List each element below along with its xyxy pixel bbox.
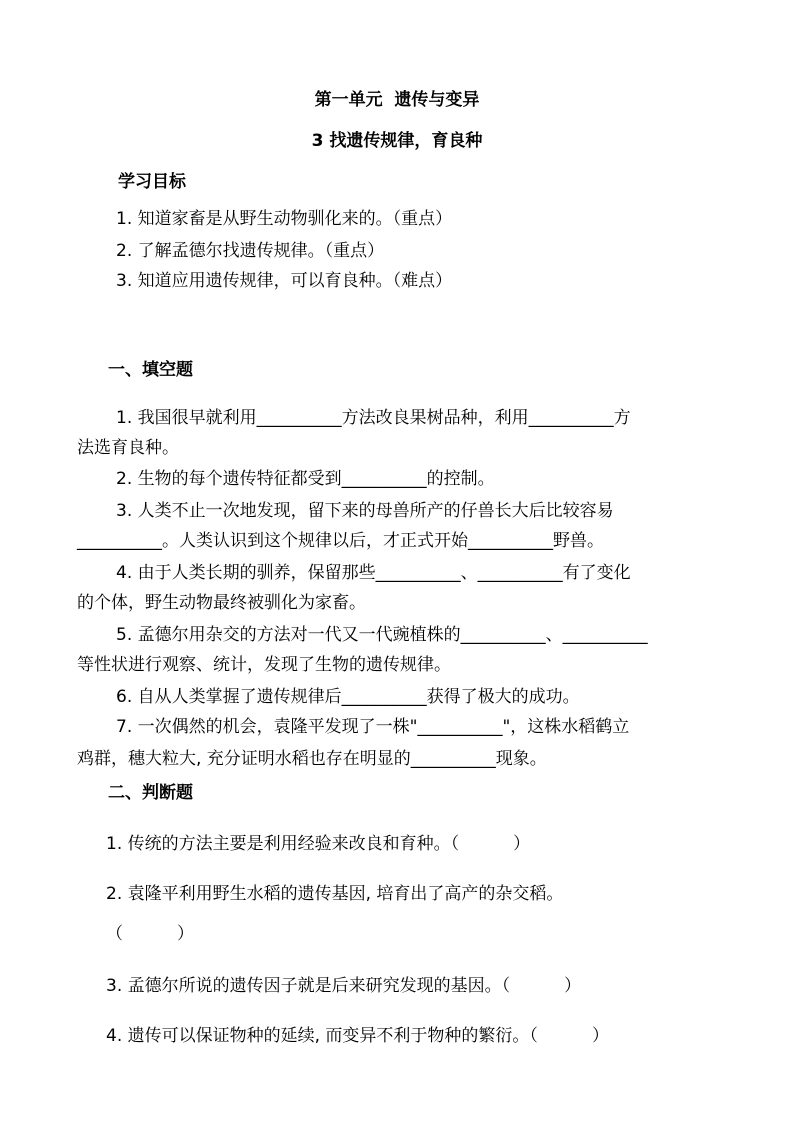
fill-blank-line: __________。人类认识到这个规律以后，才正式开始__________野兽。 bbox=[77, 531, 604, 551]
true-false-line: 4. 遗传可以保证物种的延续, 而变异不利于物种的繁衍。（ ） bbox=[106, 1026, 609, 1046]
lesson-title: 3 找遗传规律，育良种 bbox=[311, 131, 483, 151]
fill-blank-line: 1. 我国很早就利用__________方法改良果树品种，利用__________方 bbox=[116, 408, 631, 428]
true-false-line: 2. 袁隆平利用野生水稻的遗传基因, 培育出了高产的杂交稻。 bbox=[106, 884, 564, 904]
objective-item: 3. 知道应用遗传规律，可以育良种。（难点） bbox=[116, 271, 453, 291]
true-false-line: 1. 传统的方法主要是利用经验来改良和育种。（ ） bbox=[106, 834, 531, 854]
fill-blank-heading: 一、填空题 bbox=[108, 360, 193, 380]
objectives-heading: 学习目标 bbox=[118, 172, 186, 192]
fill-blank-line: 等性状进行观察、统计，发现了生物的遗传规律。 bbox=[77, 655, 451, 675]
fill-blank-line: 4. 由于人类长期的驯养，保留那些__________、__________有了变化 bbox=[116, 563, 631, 583]
unit-title: 第一单元 遗传与变异 bbox=[314, 90, 480, 110]
fill-blank-line: 法选育良种。 bbox=[77, 438, 179, 458]
fill-blank-line: 6. 自从人类掌握了遗传规律后__________获得了极大的成功。 bbox=[116, 687, 580, 707]
objective-item: 2. 了解孟德尔找遗传规律。（重点） bbox=[116, 241, 385, 261]
fill-blank-line: 鸡群，穗大粒大, 充分证明水稻也存在明显的__________现象。 bbox=[77, 749, 547, 769]
true-false-line: 3. 孟德尔所说的遗传因子就是后来研究发现的基因。（ ） bbox=[106, 976, 582, 996]
fill-blank-line: 2. 生物的每个遗传特征都受到__________的控制。 bbox=[116, 469, 495, 489]
true-false-heading: 二、判断题 bbox=[108, 783, 193, 803]
fill-blank-line: 的个体，野生动物最终被驯化为家畜。 bbox=[77, 593, 366, 613]
objective-item: 1. 知道家畜是从野生动物驯化来的。（重点） bbox=[116, 209, 453, 229]
fill-blank-line: 3. 人类不止一次地发现，留下来的母兽所产的仔兽长大后比较容易 bbox=[116, 501, 614, 521]
fill-blank-line: 7. 一次偶然的机会，袁隆平发现了一株"__________"，这株水稻鹤立 bbox=[116, 717, 630, 737]
fill-blank-line: 5. 孟德尔用杂交的方法对一代又一代豌植株的__________、__________ bbox=[116, 625, 648, 645]
true-false-line: （ ） bbox=[106, 924, 195, 944]
